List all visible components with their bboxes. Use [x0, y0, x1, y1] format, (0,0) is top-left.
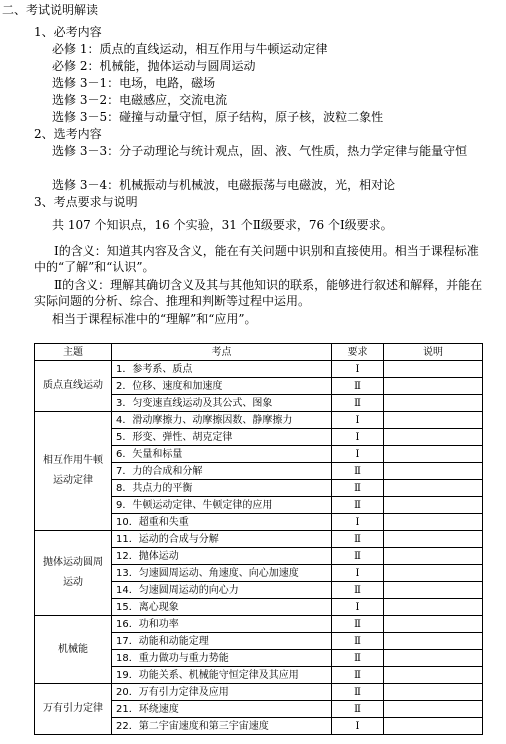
point-cell: 19．功能关系、机械能守恒定律及其应用 [112, 667, 332, 684]
requirement-cell: Ⅱ [332, 378, 384, 395]
point-cell: 5．形变、弹性、胡克定律 [112, 429, 332, 446]
note-cell [384, 667, 483, 684]
requirement-cell: Ⅱ [332, 582, 384, 599]
requirement-cell: Ⅱ [332, 463, 384, 480]
note-cell [384, 361, 483, 378]
note-cell [384, 531, 483, 548]
table-row [35, 531, 483, 548]
requirement-cell: Ⅱ [332, 395, 384, 412]
requirement-cell: Ⅱ [332, 684, 384, 701]
point-cell: 1．参考系、质点 [112, 361, 332, 378]
point-cell: 15．离心现象 [112, 599, 332, 616]
point-cell: 12．抛体运动 [112, 548, 332, 565]
definition-level-1: Ⅰ的含义：知道其内容及含义，能在有关问题中识别和直接使用。相当于课程标准中的“了解”和“认识”。 [34, 244, 479, 274]
point-cell: 8．共点力的平衡 [112, 480, 332, 497]
note-cell [384, 650, 483, 667]
table-row [35, 412, 483, 429]
note-cell [384, 684, 483, 701]
requirement-cell: Ⅱ [332, 616, 384, 633]
point-cell: 14．匀速圆周运动的向心力 [112, 582, 332, 599]
table-header-row [35, 344, 483, 361]
note-cell [384, 514, 483, 531]
summary-text: 共 107 个知识点，16 个实验，31 个Ⅱ级要求，76 个Ⅰ级要求。 [52, 218, 393, 232]
point-cell: 10．超重和失重 [112, 514, 332, 531]
note-cell [384, 497, 483, 514]
requirement-cell: Ⅰ [332, 361, 384, 378]
definition-level-2: Ⅱ的含义：理解其确切含义及其与其他知识的联系，能够进行叙述和解释，并能在实际问题的分析、综合、推理和判断等过程中运用。 [34, 278, 483, 308]
subsection-title-requirements: 3、考点要求与说明 [34, 195, 138, 209]
point-cell: 20．万有引力定律及应用 [112, 684, 332, 701]
requirement-cell: Ⅱ [332, 531, 384, 548]
note-cell [384, 718, 483, 735]
header-topic: 主题 [35, 344, 112, 361]
note-cell [384, 565, 483, 582]
definition-level-2-tail: 相当于课程标准中的“理解”和“应用”。 [52, 312, 257, 326]
point-cell: 3．匀变速直线运动及其公式、图象 [112, 395, 332, 412]
note-cell [384, 463, 483, 480]
requirement-cell: Ⅰ [332, 446, 384, 463]
subsection-title-required: 1、必考内容 [34, 25, 102, 39]
requirement-cell: Ⅱ [332, 548, 384, 565]
requirement-cell: Ⅰ [332, 718, 384, 735]
requirement-cell: Ⅰ [332, 412, 384, 429]
note-cell [384, 633, 483, 650]
topic-cell: 质点直线运动 [35, 361, 112, 412]
note-cell [384, 599, 483, 616]
required-item: 必修 1：质点的直线运动，相互作用与牛顿运动定律 [52, 42, 328, 56]
point-cell: 21．环绕速度 [112, 701, 332, 718]
point-cell: 11．运动的合成与分解 [112, 531, 332, 548]
requirement-cell: Ⅱ [332, 667, 384, 684]
point-cell: 17．动能和动能定理 [112, 633, 332, 650]
elective-item: 选修 3－4：机械振动与机械波，电磁振荡与电磁波，光，相对论 [52, 178, 396, 192]
topic-cell: 万有引力定律 [35, 684, 112, 735]
header-note: 说明 [384, 344, 483, 361]
knowledge-table [34, 343, 483, 735]
point-cell: 4．滑动摩擦力、动摩擦因数、静摩擦力 [112, 412, 332, 429]
requirement-cell: Ⅱ [332, 480, 384, 497]
section-heading: 二、考试说明解读 [2, 3, 99, 17]
note-cell [384, 582, 483, 599]
required-item: 选修 3－1：电场，电路，磁场 [52, 76, 216, 90]
point-cell: 6．矢量和标量 [112, 446, 332, 463]
note-cell [384, 395, 483, 412]
topic-cell: 相互作用牛顿运动定律 [35, 412, 112, 531]
point-cell: 7．力的合成和分解 [112, 463, 332, 480]
subsection-title-elective: 2、选考内容 [34, 127, 102, 141]
requirement-cell: Ⅱ [332, 701, 384, 718]
requirement-cell: Ⅰ [332, 429, 384, 446]
topic-cell: 抛体运动圆周运动 [35, 531, 112, 616]
table-row [35, 684, 483, 701]
requirement-cell: Ⅱ [332, 650, 384, 667]
header-requirement: 要求 [332, 344, 384, 361]
note-cell [384, 378, 483, 395]
requirement-cell: Ⅱ [332, 497, 384, 514]
note-cell [384, 701, 483, 718]
note-cell [384, 616, 483, 633]
point-cell: 18．重力做功与重力势能 [112, 650, 332, 667]
elective-item: 选修 3－3：分子动理论与统计观点，固、液、气性质，热力学定律与能量守恒 [52, 144, 468, 158]
requirement-cell: Ⅰ [332, 565, 384, 582]
requirement-cell: Ⅱ [332, 633, 384, 650]
required-item: 必修 2：机械能，抛体运动与圆周运动 [52, 59, 256, 73]
point-cell: 13．匀速圆周运动、角速度、向心加速度 [112, 565, 332, 582]
note-cell [384, 429, 483, 446]
point-cell: 9．牛顿运动定律、牛顿定律的应用 [112, 497, 332, 514]
table-row [35, 361, 483, 378]
note-cell [384, 480, 483, 497]
note-cell [384, 446, 483, 463]
point-cell: 2．位移、速度和加速度 [112, 378, 332, 395]
required-item: 选修 3－5：碰撞与动量守恒，原子结构，原子核，波粒二象性 [52, 110, 384, 124]
required-item: 选修 3－2：电磁感应，交流电流 [52, 93, 228, 107]
requirement-cell: Ⅰ [332, 599, 384, 616]
requirement-cell: Ⅰ [332, 514, 384, 531]
note-cell [384, 412, 483, 429]
point-cell: 22．第二宇宙速度和第三宇宙速度 [112, 718, 332, 735]
note-cell [384, 548, 483, 565]
header-point: 考点 [112, 344, 332, 361]
topic-cell: 机械能 [35, 616, 112, 684]
table-row [35, 616, 483, 633]
point-cell: 16．功和功率 [112, 616, 332, 633]
